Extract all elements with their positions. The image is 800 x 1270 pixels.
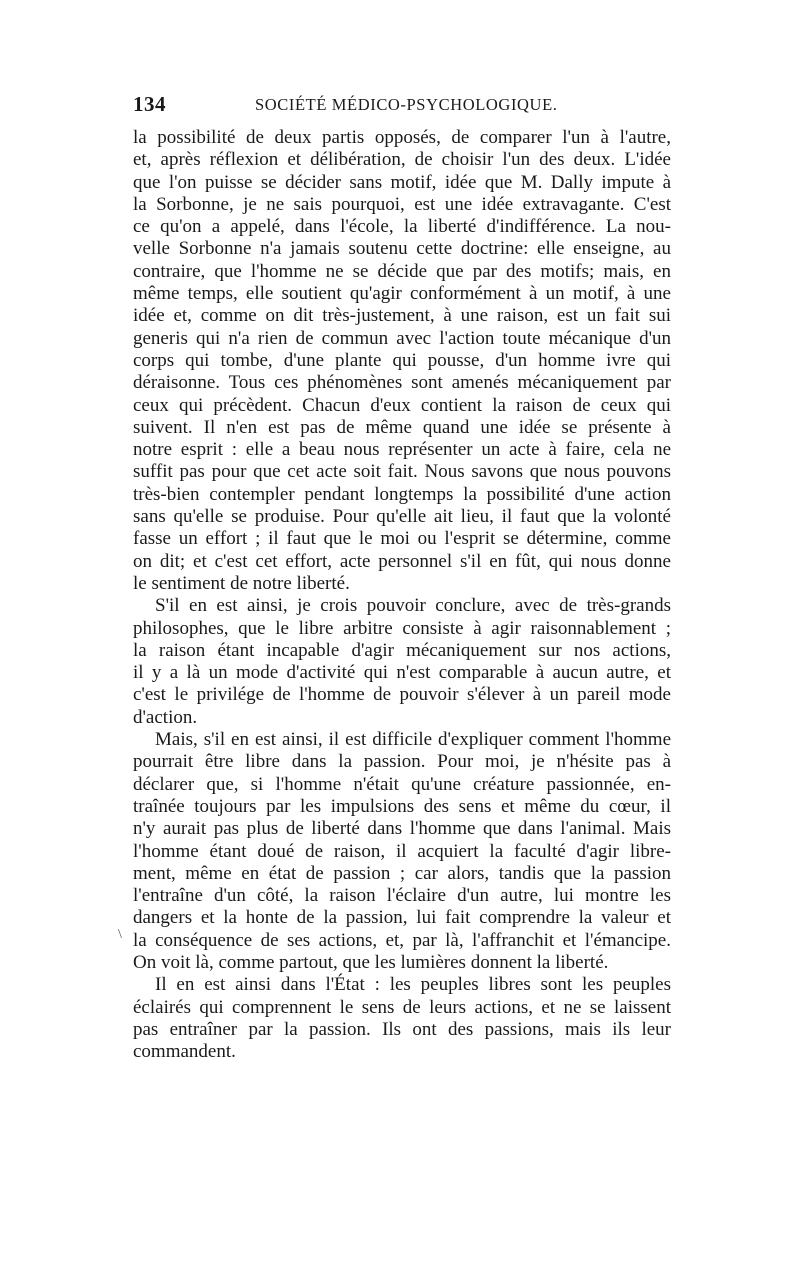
- text-line: fasse un effort ; il faut que le moi ou l'esprit se détermine, comme: [133, 528, 671, 550]
- text-line: que l'on puisse se décider sans motif, idée que M. Dally impute à: [133, 171, 671, 193]
- text-line: velle Sorbonne n'a jamais soutenu cette doctrine: elle enseigne, au: [133, 238, 671, 260]
- paragraph: [133, 729, 671, 974]
- text-line: pourrait être libre dans la passion. Pour moi, je n'hésite pas à: [133, 751, 671, 773]
- text-line: suivent. Il n'en est pas de même quand une idée se présente à: [133, 416, 671, 438]
- text-line: notre esprit : elle a beau nous représenter un acte à faire, cela ne: [133, 439, 671, 461]
- text-line: commandent.: [133, 1041, 236, 1063]
- margin-mark: \: [118, 927, 122, 942]
- paragraph: [133, 974, 671, 1063]
- body-text: [133, 127, 671, 1063]
- paragraph: [133, 595, 671, 729]
- text-line: il y a là un mode d'activité qui n'est comparable à aucun autre, et: [133, 662, 671, 684]
- text-line: contraire, que l'homme ne se décide que par des motifs; mais, en: [133, 260, 671, 282]
- text-line: philosophes, que le libre arbitre consiste à agir raisonnablement ;: [133, 617, 671, 639]
- text-line: suffit pas pour que cet acte soit fait. Nous savons que nous pouvons: [133, 461, 671, 483]
- paragraph: [133, 127, 671, 595]
- text-line: On voit là, comme partout, que les lumières donnent la liberté.: [133, 951, 609, 973]
- text-line: S'il en est ainsi, je crois pouvoir conclure, avec de très-grands: [155, 595, 671, 617]
- text-line: pas entraîner par la passion. Ils ont des passions, mais ils leur: [133, 1018, 671, 1040]
- text-line: la Sorbonne, je ne sais pourquoi, est une idée extravagante. C'est: [133, 193, 671, 215]
- text-line: déclarer que, si l'homme n'était qu'une créature passionnée, en-: [133, 773, 671, 795]
- text-line: d'action.: [133, 706, 198, 728]
- text-line: l'entraîne d'un côté, la raison l'éclaire d'un autre, lui montre les: [133, 885, 671, 907]
- text-line: très-bien contempler pendant longtemps la possibilité d'une action: [133, 483, 671, 505]
- running-head: [133, 88, 671, 120]
- text-line: idée et, comme on dit très-justement, à une raison, est un fait sui: [133, 305, 671, 327]
- text-line: on dit; et c'est cet effort, acte personnel s'il en fût, qui nous donne: [133, 550, 671, 572]
- text-line: Mais, s'il en est ainsi, il est difficile d'expliquer comment l'homme: [155, 729, 671, 751]
- text-line: generis qui n'a rien de commun avec l'action toute mécanique d'un: [133, 327, 671, 349]
- text-line: ceux qui précèdent. Chacun d'eux contient la raison de ceux qui: [133, 394, 671, 416]
- text-line: traînée toujours par les impulsions des sens et même du cœur, il: [133, 795, 671, 817]
- book-page: [133, 88, 671, 1063]
- text-line: l'homme étant doué de raison, il acquiert la faculté d'agir libre-: [133, 840, 671, 862]
- text-line: éclairés qui comprennent le sens de leurs actions, et ne se laissent: [133, 996, 671, 1018]
- text-line: et, après réflexion et délibération, de choisir l'un des deux. L'idée: [133, 149, 671, 171]
- text-line: corps qui tombe, d'une plante qui pousse, d'un homme ivre qui: [133, 349, 671, 371]
- text-line: Il en est ainsi dans l'État : les peuples libres sont les peuples: [155, 974, 671, 996]
- text-line: dangers et la honte de la passion, lui fait comprendre la valeur et: [133, 907, 671, 929]
- text-line: déraisonne. Tous ces phénomènes sont amenés mécaniquement par: [133, 372, 671, 394]
- text-line: n'y aurait pas plus de liberté dans l'homme que dans l'animal. Mais: [133, 818, 671, 840]
- text-line: ce qu'on a appelé, dans l'école, la liberté d'indifférence. La nou-: [133, 216, 671, 238]
- text-line: même temps, elle soutient qu'agir conformément à un motif, à une: [133, 283, 671, 305]
- page-number: 134: [133, 92, 166, 116]
- text-line: ment, même en état de passion ; car alors, tandis que la passion: [133, 862, 671, 884]
- text-line: la conséquence de ses actions, et, par là, l'affranchit et l'émancipe.: [133, 929, 671, 951]
- text-line: la raison étant incapable d'agir mécaniquement sur nos actions,: [133, 639, 671, 661]
- text-line: sans qu'elle se produise. Pour qu'elle ait lieu, il faut que la volonté: [133, 506, 671, 528]
- running-title: SOCIÉTÉ MÉDICO-PSYCHOLOGIQUE.: [255, 95, 558, 114]
- text-line: c'est le privilége de l'homme de pouvoir s'élever à un pareil mode: [133, 684, 671, 706]
- text-line: le sentiment de notre liberté.: [133, 572, 350, 594]
- text-line: la possibilité de deux partis opposés, de comparer l'un à l'autre,: [133, 127, 671, 148]
